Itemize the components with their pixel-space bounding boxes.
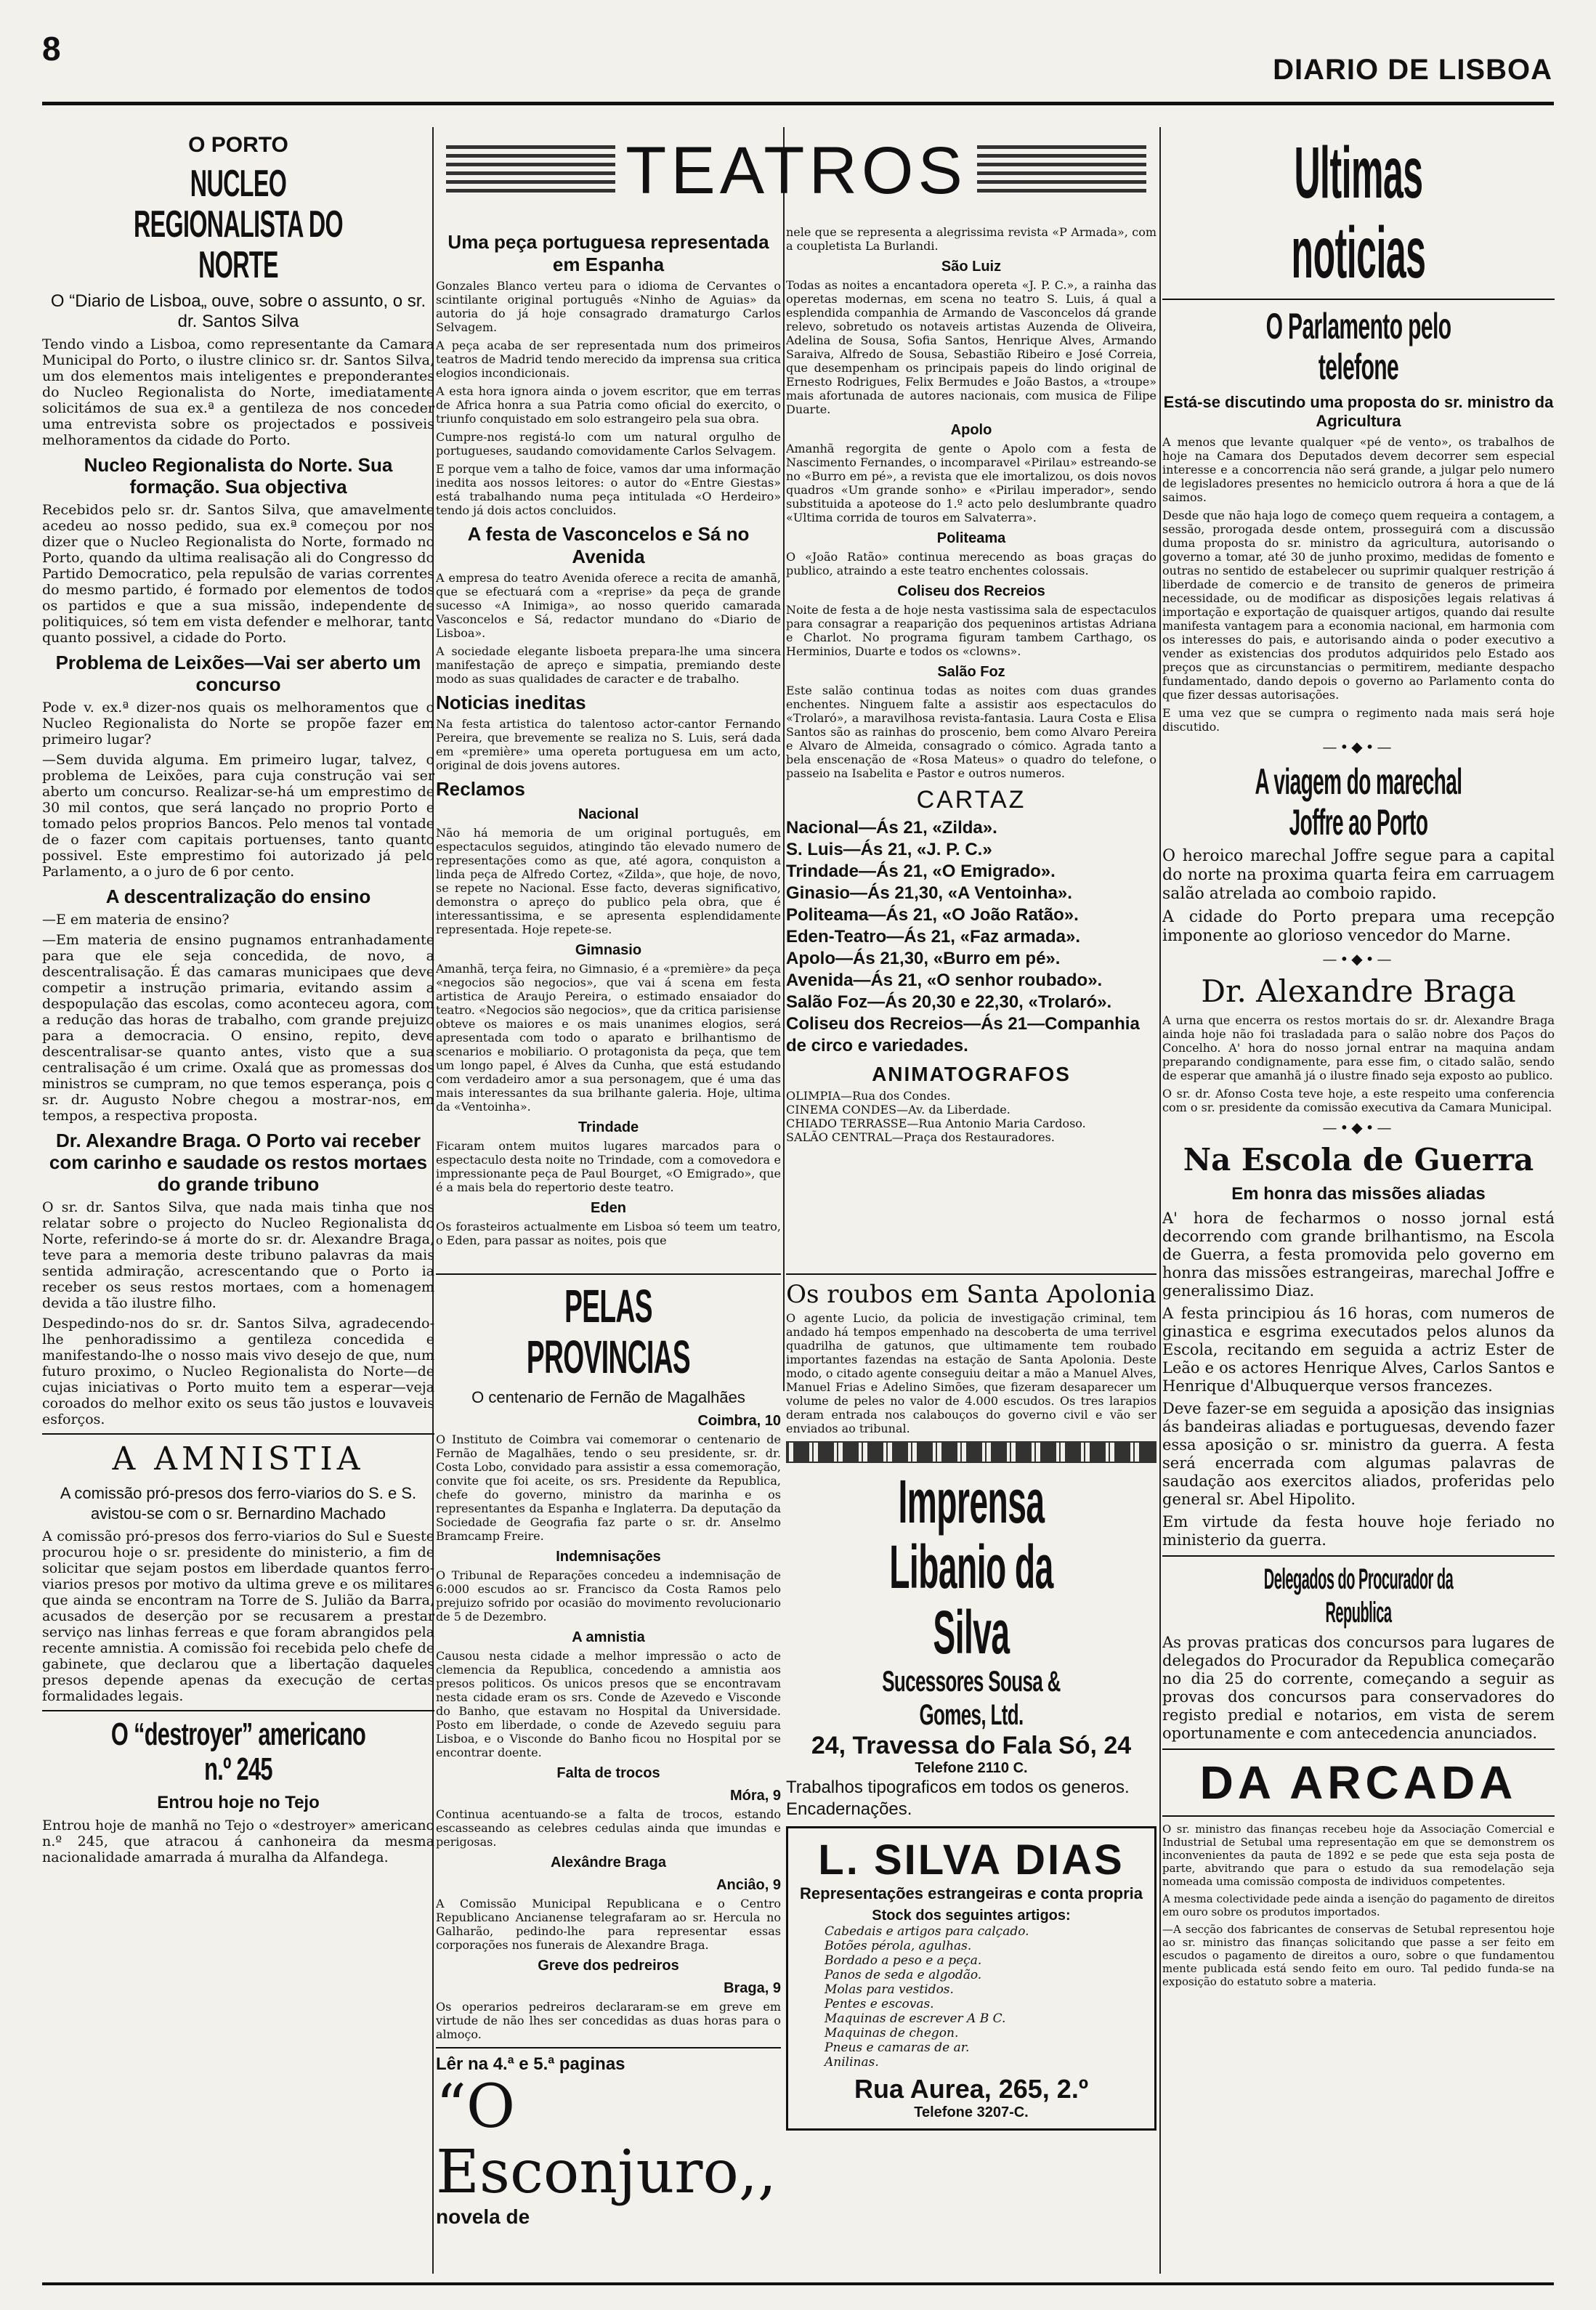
- article-title: O Parlamento pelo telefone: [1265, 306, 1451, 387]
- amnistia-subtitle: A comissão pró-presos dos ferro-viarios do S. e S. avistou-se com o sr. Bernardino Machado: [60, 1484, 417, 1523]
- paragraph: O sr. dr. Afonso Costa teve hoje, a este respeito uma conferencia com o sr. presidente da comissão executiva da Camara Municipal.: [1162, 1087, 1555, 1114]
- paragraph: A mesma colectividade pede ainda a isenção do pagamento de direitos em ouro sobre os produtos importados.: [1162, 1892, 1555, 1918]
- paragraph: Tendo vindo a Lisboa, como representante da Camara Municipal do Porto, o ilustre clinico sr. dr. Santos Silva, um dos elementos mais inteligentes e preponderantes do Nucleo Regionalista do Norte, imediatamente solicitámos de sua ex.ª a gentileza de nos conceder uma entrevista sobre os projectados e possiveis melhoramentos da cidade do Porto.: [42, 336, 434, 448]
- subheading: Greve dos pedreiros: [538, 1958, 679, 1974]
- column-teatros: [436, 225, 781, 1260]
- subheading: Está-se discutindo uma proposta do sr. ministro da Agricultura: [1163, 393, 1554, 430]
- ad2-item: Maquinas de chegon.: [825, 2026, 959, 2040]
- column-roubos-ads: [786, 1268, 1157, 2292]
- paragraph: Os operarios pedreiros declararam-se em greve em virtude de não lhes ser concedidas as duas horas para o almoço.: [436, 2000, 781, 2041]
- section-heading: Nucleo Regionalista do Norte. Sua formação. Sua objectiva: [84, 454, 393, 498]
- paragraph: E porque vem a talho de foice, vamos dar uma informação inedita aos nossos leitores: o autor do «Entre Giestas» está trabalhando numa peça intitulada «O Herdeiro» tendo já dois actos concluidos.: [436, 462, 781, 517]
- paragraph: —A secção dos fabricantes de conservas de Setubal representou hoje ao sr. ministro das finanças solicitando que passe a ser feito em escudos o pagamento de direitos a ouro, sobre o que fundamentou mente publicada está sendo feito em ouro. Tal pedido funda-se na exposição do estatuto sobre a materia.: [1162, 1923, 1555, 1988]
- dateline: Coimbra, 10: [697, 1413, 781, 1429]
- headline: NUCLEO REGIONALISTA DO NORTE: [133, 163, 344, 286]
- animatografos-title: ANIMATOGRAFOS: [872, 1063, 1071, 1085]
- provincias-title: PELAS PROVINCIAS: [526, 1280, 691, 1383]
- paragraph: E uma vez que se cumpra o regimento nada mais será hoje discutido.: [1162, 706, 1555, 734]
- article-title: A festa de Vasconcelos e Sá no Avenida: [467, 523, 750, 567]
- paragraph: A esta hora ignora ainda o jovem escritor, que em terras de Africa honra a sua Patria como oficial do exercito, o triunfo conquistado em solo estrangeiro pela sua obra.: [436, 384, 781, 426]
- divider: [42, 1710, 434, 1711]
- paragraph: —E em materia de ensino?: [42, 912, 230, 928]
- paragraph: Recebidos pelo sr. dr. Santos Silva, que amavelmente acedeu ao nosso pedido, sua ex.ª começou por nos dizer que o Nucleo Regionalista do Norte, formado no Porto, quando da ultima realisação ali do Congresso do Partido Democratico, pela repulsão de varias correntes do mesmo partido, é formado por elementos de todos os partidos e que a sua missão, independente de politiquices, só tem em vista defender e melhorar, tanto quanto possivel, a cidade do Porto.: [42, 502, 434, 646]
- ad2-item: Anilinas.: [825, 2055, 879, 2070]
- paragraph: A urna que encerra os restos mortais do sr. dr. Alexandre Braga ainda hoje não foi trasladada para o salão nobre dos Paços do Concelho. A' hora do nosso jornal entrar na maquina andam preparando condignamente, para esse fim, o citado salão, sendo de esperar que amanhã já o ilustre finado seja exposto ao publico.: [1162, 1013, 1555, 1082]
- divider: [1162, 1748, 1555, 1750]
- cartaz-list: [786, 817, 1157, 1057]
- subheadline: O “Diario de Lisboa„ ouve, sobre o assunto, o sr. dr. Santos Silva: [50, 291, 426, 331]
- ad2-name: L. SILVA DIAS: [818, 1836, 1125, 1884]
- esconjuro-title: “O Esconjuro,,: [436, 2072, 777, 2207]
- column-ultimas: [1162, 127, 1555, 2277]
- subheading: Apolo: [950, 422, 992, 438]
- ad-imprensa-succ: Sucessores Sousa & Gomes, Ltd.: [882, 1666, 1061, 1731]
- paragraph: O agente Lucio, da policia de investigação criminal, tem andado há tempos empenhado na descoberta de uma terrivel quadrilha de gatunos, que ultimamente tem roubado importantes fazendas na estação de Santa Apolonia. Deste modo, o citado agente conseguiu deitar a mão a Manuel Alves, Manuel Frias e Adelino Simões, que fizeram desaparecer um volume de peles no valor de 4.000 escudos. Os tres larapios deram entrada nos calabouços do governo civil e vão ser enviados ao tribunal.: [786, 1311, 1157, 1435]
- paragraph: Este salão continua todas as noites com duas grandes enchentes. Ninguem falte a assistir aos espectaculos do «Trolaró», a maravilhosa revista-fantasia. Laura Costa e Elisa Santos são as rainhas do proscenio, bem como Alvaro Pereira e Alvaro de Almeida, consagrado o cómico. Agrada tanto a bela enscenação de «Rosa Mateus» o quadro do telefone, o passeio na Isabelita e Pastor e outros numeros.: [786, 684, 1157, 780]
- paragraph: Amanhã, terça feira, no Gimnasio, é a «première» da peça «negocios são negocios», que vai á scena em festa artistica de Araujo Pereira, o estimado ensaiador do teatro. «Negocios são negocios», que da critica parisiense obteve os maiores e os mais unanimes elogios, será apresentada com todo o aparato e brilhantismo de scenarios e mobiliario. O protagonista da peça, que tem um longo papel, é Alves da Cunha, que está estudando com verdadeiro amor a sua personagem, que é uma das mais interessantes da sua brilhante galeria. Hoje, ultima da «Ventoinha».: [436, 962, 781, 1114]
- cartaz-item: Nacional—Ás 21, «Zilda».: [786, 818, 997, 838]
- paragraph: Desde que não haja logo de começo quem requeira a contagem, a sessão, prorogada desde ontem, prosseguirá com a discussão duma proposta do sr. ministro da agricultura, autorisando o governo a tomar, até 30 de junho proximo, medidas de fomento e outras no sentido de estabelecer ou suprimir qualquer restrição á liberdade de comercio e de transito de generos de primeira necessidade, ou de modificar as disposições legais relativas á importação e exportação de quaisquer artigos, quando dai resulte manifesta vantagem para a economia nacional, em harmonia com os interesses do pais, e autorisando ainda o poder executivo a vender as existencias dos produtos adquiridos pelo Estado aos preços que as circunstancias o permitirem, mediante despacho fundamentado, dando depois o governo ao Parlamento conta do que fizer dessas autorisações.: [1162, 508, 1555, 702]
- ad2-phone: Telefone 3207-C.: [914, 2104, 1029, 2120]
- ornament: —•◆•—: [1322, 738, 1395, 755]
- ad-imprensa-text: Trabalhos tipograficos em todos os generos. Encadernações.: [786, 1778, 1130, 1819]
- article-title: Na Escola de Guerra: [1183, 1142, 1534, 1178]
- article-title: Delegados do Procurador da Republica: [1263, 1563, 1454, 1629]
- paragraph: Continua acentuando-se a falta de trocos, estando escasseando as celebres cedulas ainda que imundas e perigosas.: [436, 1807, 781, 1849]
- paragraph: A peça acaba de ser representada num dos primeiros teatros de Madrid tendo merecido da imprensa sua critica elogios incondicionais.: [436, 339, 781, 380]
- subheading: Eden: [591, 1200, 626, 1216]
- ad2-items: [795, 1924, 1147, 2070]
- subheading: Trindade: [578, 1119, 639, 1135]
- subheading: São Luiz: [941, 259, 1002, 275]
- section-kicker: O PORTO: [188, 133, 288, 157]
- cartaz-item: Salão Foz—Ás 20,30 e 22,30, «Trolaró».: [786, 992, 1112, 1012]
- column-porto: [42, 127, 434, 2277]
- ultimas-title: Ultimas noticias: [1291, 132, 1426, 293]
- paragraph: Gonzales Blanco verteu para o idioma de Cervantes o scintilante original português «Ninho de Aguias» da autoria do já hoje consagrado dramaturgo Carlos Selvagem.: [436, 279, 781, 334]
- paragraph: Em virtude da festa houve hoje feriado no ministerio da guerra.: [1162, 1513, 1555, 1549]
- column-divider: [1159, 127, 1161, 2274]
- destroyer-title: O “destroyer” americano n.º 245: [110, 1717, 366, 1787]
- cartaz-item: Ginasio—Ás 21,30, «A Ventoinha».: [786, 883, 1072, 903]
- paragraph: Na festa artistica do talentoso actor-cantor Fernando Pereira, que brevemente se realiza no S. Luis, será dada em «première» uma opereta portuguesa em um acto, original de dois jovens autores.: [436, 717, 781, 772]
- paragraph: A comissão pró-presos dos ferro-viarios do Sul e Sueste procurou hoje o sr. presidente do ministerio, a fim de solicitar que sejam postos em liberdade quantos ferro-viarios presos por motivo da ultima greve e os militares que ainda se encontram na Torre de S. Julião da Barra, acusados de deserção por se recusarem a prestar serviço nas linhas ferreas e que foram abrangidos pela recente amnistia. A comissão foi recebida pelo chefe de gabinete, que declarou que a libertação daqueles presos depende apenas da execução de certas formalidades legais.: [42, 1528, 434, 1704]
- footer-rule: [42, 2282, 1554, 2285]
- amnistia-title: A AMNISTIA: [112, 1440, 365, 1478]
- ad-imprensa-phone: Telefone 2110 C.: [915, 1760, 1028, 1776]
- paragraph: A empresa do teatro Avenida oferece a recita de amanhã, que se efectuará com a «reprise» da peça de grande sucesso «A Inimiga», ao nosso querido camarada Vasconcelos e Sá, redactor mundano do «Diario de Lisboa».: [436, 571, 781, 640]
- section-heading: A descentralização do ensino: [105, 885, 371, 907]
- ornament: [977, 145, 1146, 196]
- footer-teaser: Lêr na 4.ª e 5.ª paginas: [436, 2054, 625, 2074]
- paragraph: Cumpre-nos registá-lo com um natural orgulho de portugueses, saudando comovidamente Carlos Selvagem.: [436, 430, 781, 458]
- divider: [1162, 1555, 1555, 1557]
- paragraph: As provas praticas dos concursos para lugares de delegados do Procurador da Republica começarão no dia 25 do corrente, começando a seguir as provas dos concursos para conservadores do registo predial e notarios, em vista de serem oportunamente e com antecedencia anunciados.: [1162, 1634, 1555, 1742]
- dateline: Braga, 9: [724, 1980, 781, 1996]
- subheading: Alexândre Braga: [551, 1855, 666, 1871]
- paragraph: A cidade do Porto prepara uma recepção imponente ao glorioso vencedor do Marne.: [1162, 908, 1555, 945]
- teatros-banner: [436, 127, 1157, 222]
- paragraph: A Comissão Municipal Republicana e o Centro Republicano Ancianense telegrafaram ao sr. Hercula no Galharão, pedindo-lhe para representar essas corporações nos funerais de Alexandre Braga.: [436, 1897, 781, 1952]
- paragraph: Causou nesta cidade a melhor impressão o acto de clemencia da Republica, concedendo a amnistia aos presos politicos. Os unicos presos que se encontravam nesta cidade eram os srs. Conde de Azevedo e Visconde do Banho, que estavam no Hospital da Universidade. Posto em liberdade, o conde de Azevedo seguiu para Lisboa, e o Visconde do Banho ficou no Hospital por se encontrar doente.: [436, 1649, 781, 1759]
- ornament: —•◆•—: [1322, 1119, 1395, 1136]
- ad2-item: Panos de seda e algodão.: [825, 1968, 982, 1982]
- paragraph: O heroico marechal Joffre segue para a capital do norte na proxima quarta feira em carruagem salão atrelada ao comboio rapido.: [1162, 847, 1555, 903]
- paragraph: Deve fazer-se em seguida a aposição das insignias ás bandeiras aliadas e portuguesas, devendo fazer essa aposição o sr. ministro da guerra. A festa será encerrada com algumas palavras de saudação aos exercitos aliados, proferidas pelo general sr. Abel Hipolito.: [1162, 1400, 1555, 1508]
- divider: [436, 1273, 781, 1275]
- article-title: Dr. Alexandre Braga: [1201, 973, 1516, 1009]
- ad2-address: Rua Aurea, 265, 2.º: [854, 2074, 1088, 2104]
- subheading: Falta de trocos: [556, 1765, 660, 1781]
- subheading: Coliseu dos Recreios: [897, 583, 1045, 599]
- ad-silva-dias: [786, 1826, 1157, 2131]
- ad2-item: Pneus e camaras de ar.: [825, 2040, 970, 2055]
- dateline: Móra, 9: [729, 1788, 781, 1804]
- column-provincias: [436, 1268, 781, 2292]
- cartaz-item: Politeama—Ás 21, «O João Ratão».: [786, 905, 1079, 925]
- paragraph: —Sem duvida alguma. Em primeiro lugar, talvez, o problema de Leixões, para cuja construção vai ser aberto um concurso. Realizar-se-há um emprestimo de 30 mil contos, que será lançado no proprio Porto e tomado pelos proprios Bancos. Pelo menos tal vontade de o fazer com capitais portuenses, tanto quanto possivel. Este emprestimo foi autorizado já pelo Parlamento, a o juro de 6 por cento.: [42, 752, 434, 880]
- ad2-item: Pentes e escovas.: [825, 1997, 934, 2011]
- section-heading: Problema de Leixões—Vai ser aberto um concurso: [55, 652, 421, 695]
- subheading: A amnistia: [572, 1629, 645, 1645]
- page-header: [0, 0, 1596, 109]
- page-number: 8: [42, 30, 61, 68]
- dateline: Anciâo, 9: [716, 1877, 781, 1893]
- paragraph: Amanhã regorgita de gente o Apolo com a festa de Nascimento Fernandes, o incomparavel «Pirilau» estreando-se no «Burro em pé», a revista que ele imortalizou, os dois novos quadros «Um grande sonho» e «Pirilau imperador», sendo substituida a apoteose do 1.º acto pelo deslumbrante quadro «Ultima corrida de touros em Salvaterra».: [786, 442, 1157, 524]
- subheading: Indemnisações: [556, 1549, 661, 1565]
- cartaz-title: CARTAZ: [916, 786, 1026, 814]
- paragraph: Os forasteiros actualmente em Lisboa só teem um teatro, o Eden, para passar as noites, pois que: [436, 1220, 781, 1247]
- cartaz-item: Avenida—Ás 21, «O senhor roubado».: [786, 970, 1103, 990]
- paragraph: O «João Ratão» continua merecendo as boas graças do publico, atraindo a este teatro enchentes colossais.: [786, 550, 1157, 578]
- paragraph: nele que se representa a alegrissima revista «P Armada», com a coupletista La Burlandi.: [786, 225, 1157, 253]
- article-title: A viagem do marechal Joffre ao Porto: [1255, 761, 1462, 843]
- ad-imprensa-title: Imprensa Libanio da Silva: [889, 1467, 1053, 1666]
- divider: [786, 1273, 1157, 1275]
- ad2-item: Molas para vestidos.: [825, 1982, 954, 1997]
- subheading: Nacional: [578, 806, 639, 822]
- article-title: Uma peça portuguesa representada em Espanha: [447, 231, 769, 275]
- cartaz-item: Coliseu dos Recreios—Ás 21—Companhia de circo e variedades.: [786, 1014, 1140, 1055]
- column-divider: [783, 127, 785, 1391]
- ad2-item: Maquinas de escrever A B C.: [825, 2011, 1006, 2026]
- paragraph: Despedindo-nos do sr. dr. Santos Silva, agradecendo-lhe penhoradissimo a gentileza concedida e manifestando-lhe o nosso mais vivo desejo de que, num futuro proximo, o Nucleo Regionalista do Norte—de cujas iniciativas o Porto muito tem a esperar—veja coroados do melhor exito os seus tão justos e louvaveis esforços.: [42, 1316, 434, 1427]
- cartaz-item: Trindade—Ás 21, «O Emigrado».: [786, 862, 1056, 881]
- ornament: [446, 145, 615, 196]
- paragraph: Pode v. ex.ª dizer-nos quais os melhoramentos que o Nucleo Regionalista do Norte se propõe fazer em primeiro lugar?: [42, 700, 434, 747]
- arcada-title: DA ARCADA: [1199, 1756, 1518, 1809]
- paragraph: —Em materia de ensino pugnamos entranhadamente para que ele seja concedida, de novo, a descentralisação. É das camaras municipaes que deve competir a instrução primaria, evitando assim a despopulação das escolas, como aconteceu agora, com a redução das horas de trabalho, com grande prejuizo para a democracia. O ensino, repito, deve descentralisar-se quanto antes, visto que a sua centralisação é um crime. Oxalá que as promessas dos ministros se cumpram, no que temos esperança, pois o sr. dr. Augusto Nobre chegou a mostrar-nos, em tempos, a respectiva proposta.: [42, 932, 434, 1124]
- animatografo-item: CINEMA CONDES—Av. da Liberdade.: [786, 1103, 1010, 1116]
- paragraph: O sr. dr. Santos Silva, que nada mais tinha que nos relatar sobre o projecto do Nucleo Regionalista do Norte, referindo-se á morte do sr. dr. Alexandre Braga, teve para a memoria deste tribuno palavras da mais sentida admiração, acrescentando que o Porto ia receber os seus restos mortaes, com a homenagem devida a tão ilustre filho.: [42, 1199, 434, 1311]
- ad-imprensa-address: 24, Travessa do Fala Só, 24: [811, 1732, 1132, 1759]
- paragraph: O Tribunal de Reparações concedeu a indemnisação de 6:000 escudos ao sr. Francisco da Costa Ramos pelo prejuizo sofrido por ocasião do movimento revolucionario de 5 de Dezembro.: [436, 1568, 781, 1624]
- ad2-stock: Stock dos seguintes artigos:: [872, 1908, 1071, 1924]
- divider: [1162, 1815, 1555, 1817]
- novela-label: novela de: [436, 2205, 530, 2228]
- ornament: —•◆•—: [1322, 950, 1395, 968]
- paragraph: Noite de festa a de hoje nesta vastissima sala de espectaculos para consagrar a reaparição dos pequeninos artistas Adriana e Charlot. No programa figuram tambem Carthago, os Herminios, Duarte e todos os «clowns».: [786, 603, 1157, 658]
- ornament: [786, 1441, 1157, 1463]
- subheading: Gimnasio: [575, 942, 642, 958]
- ad2-item: Cabedais e artigos para calçado.: [825, 1924, 1029, 1939]
- paragraph: Entrou hoje de manhã no Tejo o «destroyer» americano n.º 245, que atracou á canhoneira da mesma nacionalidade amarrada á muralha da Alfandega.: [42, 1817, 434, 1865]
- divider: [436, 2047, 781, 2048]
- masthead: DIARIO DE LISBOA: [1273, 54, 1552, 86]
- cartaz-item: Apolo—Ás 21,30, «Burro em pé».: [786, 949, 1061, 968]
- animatografo-item: OLIMPIA—Rua dos Condes.: [786, 1089, 951, 1103]
- ad2-item: Botões pérola, agulhas.: [825, 1939, 972, 1953]
- animatografo-item: CHIADO TERRASSE—Rua Antonio Maria Cardoso.: [786, 1116, 1086, 1130]
- destroyer-subtitle: Entrou hoje no Tejo: [157, 1793, 320, 1812]
- paragraph: A festa principiou ás 16 horas, com numeros de ginastica e esgrima executados pelos alunos da Escola, recitando em seguida a actriz Ester de Leão e os actores Henrique Alves, Carlos Santos e Henrique d'Albuquerque versos francezes.: [1162, 1305, 1555, 1395]
- paragraph: O Instituto de Coimbra vai comemorar o centenario de Fernão de Magalhães, tendo o seu presidente, sr. dr. Costa Lobo, convidado para assistir a essa comemoração, convite que foi aceite, os srs. Presidente da Republica, chefe do governo, ministro da marinha e os representantes da Espanha e Inglaterra. Da deputação da Sociedade de Geografia faz parte o sr. dr. Anselmo Bramcamp Freire.: [436, 1432, 781, 1543]
- subheading: Salão Foz: [937, 664, 1005, 680]
- paragraph: Ficaram ontem muitos lugares marcados para o espectaculo desta noite no Trindade, com a comovedora e impressionante peça de Paul Bourget, «O Emigrado», que é a mais bela do repertorio deste teatro.: [436, 1139, 781, 1194]
- section-heading: Dr. Alexandre Braga. O Porto vai receber com carinho e saudade os restos mortaes do grande tribuno: [49, 1130, 428, 1195]
- paragraph: A sociedade elegante lisboeta prepara-lhe uma sincera manifestação de apreço e simpatia, premiando deste modo as suas qualidades de caracter e de trabalho.: [436, 644, 781, 686]
- cartaz-item: S. Luis—Ás 21, «J. P. C.»: [786, 840, 992, 859]
- animatografo-item: SALÃO CENTRAL—Praça dos Restauradores.: [786, 1130, 1055, 1144]
- divider: [42, 1433, 434, 1435]
- divider: [1162, 299, 1555, 300]
- article-title: Reclamos: [436, 778, 525, 800]
- teatros-title: TEATROS: [625, 133, 967, 208]
- article-title: Noticias ineditas: [436, 692, 586, 713]
- ad2-item: Bordado a peso e a peça.: [825, 1953, 982, 1968]
- cartaz-item: Eden-Teatro—Ás 21, «Faz armada».: [786, 927, 1081, 947]
- ad2-subtitle: Representações estrangeiras e conta propria: [800, 1884, 1143, 1902]
- column-teatros-cont: [786, 225, 1157, 1260]
- paragraph: O sr. ministro das finanças recebeu hoje da Associação Comercial e Industrial de Setubal uma representação em que se demonstrem os inconvenientes da pauta de 1892 e se pede que esta seja posta de parte, abvitrando que para o estudo da sua remodelação seja nomeada uma comissão composta de individuos competentes.: [1162, 1823, 1555, 1888]
- paragraph: A' hora de fecharmos o nosso jornal está decorrendo com grande brilhantismo, na Escola de Guerra, a festa promovida pelo governo em honra das missões estrangeiras, marechal Joffre e generalissimo Diaz.: [1162, 1209, 1555, 1300]
- paragraph: Não há memoria de um original português, em espectaculos seguidos, atingindo tão elevado numero de representações como as que, até agora, conquiston a linda peça de Alfredo Cortez, «Zilda», que hoje, de novo, se repete no Nacional. Esse facto, deveras significativo, demonstra o apreço do publico pela obra, que é interessantissima, e se apresenta esplendidamente representada. Hoje repete-se.: [436, 826, 781, 936]
- subheading: Em honra das missões aliadas: [1231, 1184, 1486, 1204]
- animatografos-list: [786, 1089, 1157, 1144]
- paragraph: A menos que levante qualquer «pé de vento», os trabalhos de hoje na Camara dos Deputados devem decorrer sem especial interesse e a concorrencia não será grande, a julgar pelo numero de legisladores presentes no hemiciclo outrora á hora a que de lá saimos.: [1162, 435, 1555, 504]
- header-rule: [42, 102, 1554, 105]
- subheading: Politeama: [936, 530, 1006, 546]
- paragraph: Todas as noites a encantadora opereta «J. P. C.», a rainha das operetas modernas, em scena no teatro S. Luis, á qual a esplendida companhia de Armando de Vasconcelos dá grande relevo, sobretudo os notaveis artistas Auzenda de Oliveira, Adelina de Sousa, Sofia Santos, Henrique Alves, Armando Saraiva, Alfredo de Sousa, Sebastião Ribeiro e José Correia, que desempenham os principais papeis do lindo original de Ernesto Rodrigues, Felix Bermudes e João Bastos, a «troupe» mais afortunada de autores nacionais, com musica de Filipe Duarte.: [786, 278, 1157, 416]
- article-title: O centenario de Fernão de Magalhães: [471, 1388, 745, 1406]
- article-title: Os roubos em Santa Apolonia: [786, 1280, 1157, 1309]
